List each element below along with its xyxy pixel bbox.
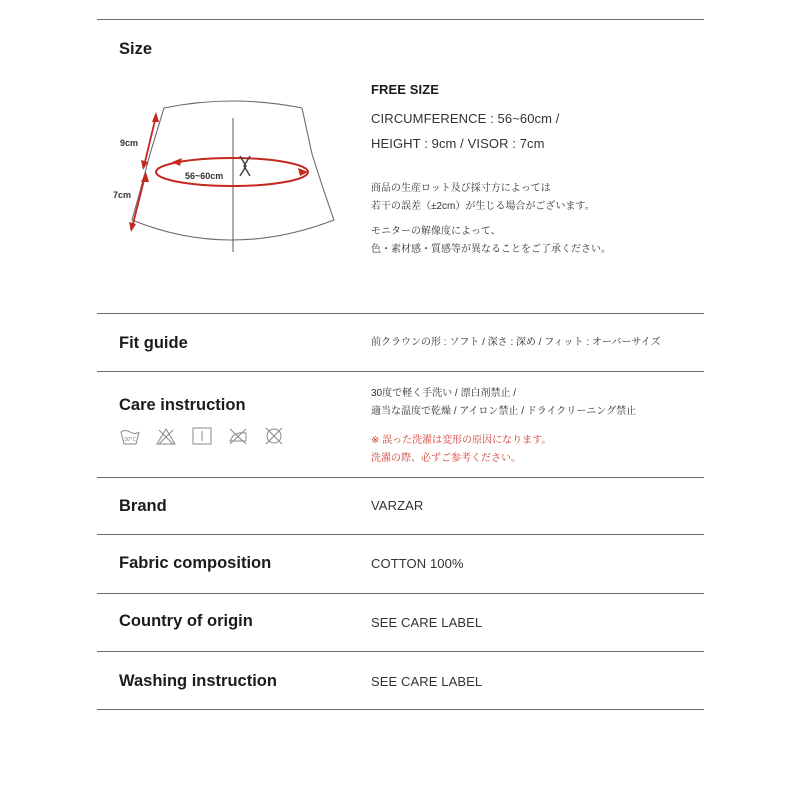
measurement-note-line1: 商品の生産ロット及び採寸方によっては [371, 183, 551, 194]
measurement-note-line2: 若干の誤差（±2cm）が生じる場合がございます。 [371, 201, 595, 212]
free-size-heading: FREE SIZE [371, 82, 440, 97]
fit-guide-value: 前クラウンの形 : ソフト / 深さ : 深め / フィット : オーバーサイズ [371, 337, 661, 348]
care-text [371, 385, 636, 421]
brand-value: VARZAR [371, 498, 424, 513]
country-of-origin-label: Country of origin [119, 612, 253, 630]
care-warning [371, 432, 551, 468]
hat-crown-top [164, 101, 302, 108]
hat-size-diagram [112, 92, 342, 262]
country-of-origin-value: SEE CARE LABEL [371, 615, 483, 630]
hang-dry-icon [191, 426, 213, 446]
hand-wash-icon [119, 426, 141, 446]
diagram-label-circumference: 56~60cm [185, 171, 224, 181]
circumference-text: CIRCUMFERENCE : 56~60cm / [371, 111, 560, 126]
care-warning-line2: 洗濯の際、必ずご参考ください。 [371, 453, 521, 464]
care-instruction-label: Care instruction [119, 396, 246, 414]
divider-brand-bottom [97, 534, 704, 535]
diagram-label-visor: 7cm [113, 190, 132, 200]
fit-guide-label: Fit guide [119, 334, 188, 352]
brand-label: Brand [119, 497, 167, 515]
visor-arrow [132, 176, 145, 228]
care-icons-row [119, 426, 285, 446]
size-section-title: Size [119, 40, 153, 58]
washing-instruction-value: SEE CARE LABEL [371, 674, 483, 689]
divider-size-bottom [97, 313, 704, 314]
care-text-line1: 30度で軽く手洗い / 漂白剤禁止 / [371, 388, 517, 399]
monitor-note-line1: モニターの解像度によって、 [371, 226, 501, 237]
no-bleach-icon [155, 426, 177, 446]
divider-bottom [97, 709, 704, 710]
diagram-label-height: 9cm [120, 138, 139, 148]
washing-instruction-label: Washing instruction [119, 672, 277, 690]
fabric-composition-label: Fabric composition [119, 554, 272, 572]
monitor-note-line2: 色・素材感・質感等が異なることをご了承ください。 [371, 244, 611, 255]
divider-origin-bottom [97, 651, 704, 652]
divider-care-bottom [97, 477, 704, 478]
fabric-composition-value: COTTON 100% [371, 556, 464, 571]
svg-text:30°C: 30°C [123, 437, 137, 443]
divider-top [97, 19, 704, 20]
care-text-line2: 適当な温度で乾燥 / アイロン禁止 / ドライクリーニング禁止 [371, 406, 637, 417]
no-dry-clean-icon [263, 426, 285, 446]
measurement-note [371, 180, 595, 216]
divider-fabric-bottom [97, 593, 704, 594]
care-warning-line1: ※ 誤った洗濯は変形の原因になります。 [371, 435, 552, 446]
height-visor-text: HEIGHT : 9cm / VISOR : 7cm [371, 136, 545, 151]
divider-fit-bottom [97, 371, 704, 372]
monitor-note [371, 223, 611, 259]
no-iron-icon [227, 426, 249, 446]
